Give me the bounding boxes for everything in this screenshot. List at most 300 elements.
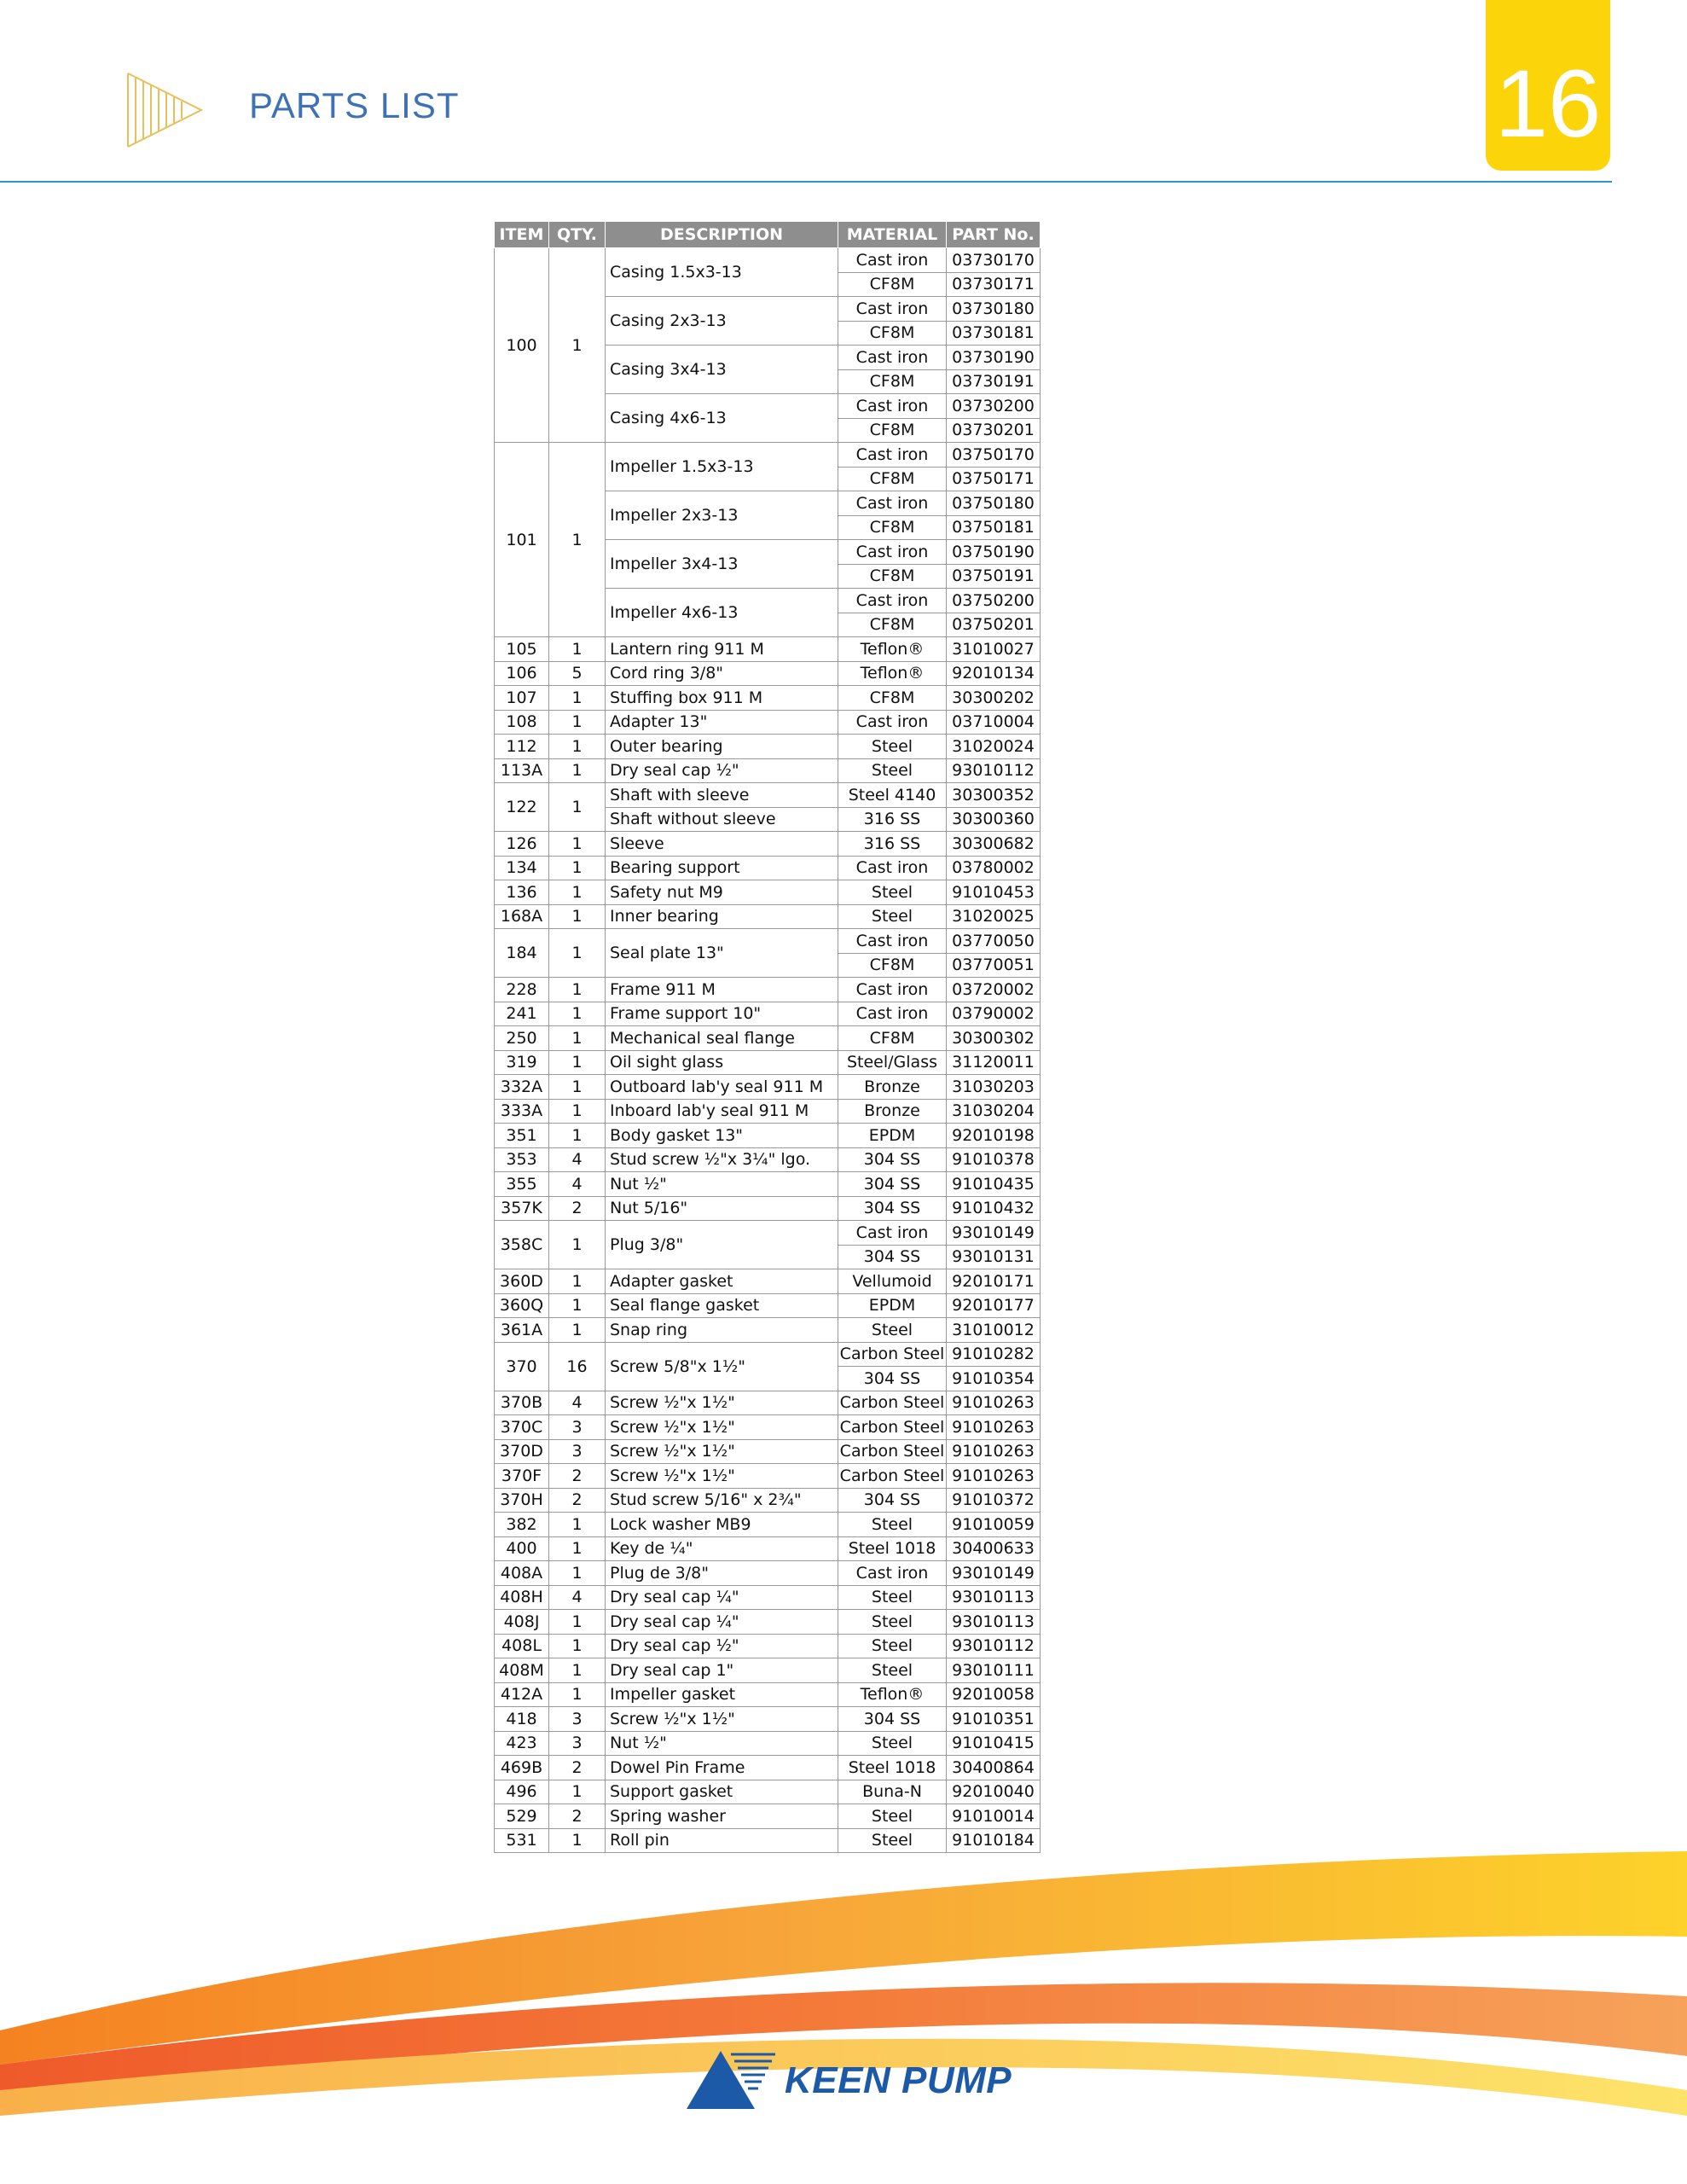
table-row <box>495 929 1041 954</box>
part-number-cell: 91010354 <box>947 1367 1041 1391</box>
qty-cell: 1 <box>549 1828 606 1853</box>
material-cell: Steel 1018 <box>838 1756 947 1780</box>
description-cell: Adapter gasket <box>606 1269 838 1294</box>
table-row <box>495 248 1041 273</box>
table-row <box>495 1464 1041 1489</box>
item-cell: 370B <box>495 1391 549 1415</box>
material-cell: Vellumoid <box>838 1269 947 1294</box>
material-cell: Cast iron <box>838 491 947 516</box>
material-cell: Cast iron <box>838 1221 947 1246</box>
part-number-cell: 93010113 <box>947 1610 1041 1635</box>
part-number-cell: 92010198 <box>947 1124 1041 1148</box>
description-cell: Shaft with sleeve <box>606 783 838 808</box>
material-cell: CF8M <box>838 369 947 394</box>
description-cell: Impeller gasket <box>606 1682 838 1707</box>
description-cell: Frame support 10" <box>606 1002 838 1026</box>
material-cell: Cast iron <box>838 929 947 954</box>
material-cell: CF8M <box>838 321 947 346</box>
material-cell: 316 SS <box>838 832 947 857</box>
table-row <box>495 1269 1041 1294</box>
material-cell: EPDM <box>838 1124 947 1148</box>
description-cell: Stud screw ½"x 3¼" lgo. <box>606 1147 838 1172</box>
description-cell: Screw ½"x 1½" <box>606 1707 838 1732</box>
part-number-cell: 30300302 <box>947 1026 1041 1051</box>
item-cell: 113A <box>495 758 549 783</box>
qty-cell: 1 <box>549 1026 606 1051</box>
qty-cell: 4 <box>549 1391 606 1415</box>
material-cell: Steel <box>838 1610 947 1635</box>
item-cell: 408H <box>495 1585 549 1610</box>
qty-cell: 1 <box>549 758 606 783</box>
table-row <box>495 1780 1041 1804</box>
table-row <box>495 880 1041 905</box>
part-number-cell: 31120011 <box>947 1050 1041 1075</box>
column-header: DESCRIPTION <box>606 222 838 248</box>
qty-cell: 1 <box>549 1221 606 1269</box>
part-number-cell: 92010177 <box>947 1293 1041 1318</box>
part-number-cell: 30300682 <box>947 832 1041 857</box>
part-number-cell: 03770051 <box>947 953 1041 978</box>
description-cell: Inboard lab'y seal 911 M <box>606 1099 838 1124</box>
part-number-cell: 03730191 <box>947 369 1041 394</box>
description-cell: Stud screw 5/16" x 2¾" <box>606 1488 838 1513</box>
item-cell: 136 <box>495 880 549 905</box>
description-cell: Impeller 3x4-13 <box>606 540 838 589</box>
material-cell: Cast iron <box>838 394 947 419</box>
qty-cell: 1 <box>549 1536 606 1561</box>
qty-cell: 1 <box>549 1513 606 1537</box>
item-cell: 529 <box>495 1804 549 1829</box>
material-cell: Cast iron <box>838 589 947 613</box>
item-cell: 250 <box>495 1026 549 1051</box>
qty-cell: 2 <box>549 1488 606 1513</box>
description-cell: Dry seal cap 1" <box>606 1658 838 1683</box>
qty-cell: 4 <box>549 1147 606 1172</box>
material-cell: 304 SS <box>838 1196 947 1221</box>
qty-cell: 1 <box>549 783 606 832</box>
item-cell: 332A <box>495 1075 549 1100</box>
part-number-cell: 91010263 <box>947 1464 1041 1489</box>
material-cell: 304 SS <box>838 1147 947 1172</box>
qty-cell: 1 <box>549 1682 606 1707</box>
item-cell: 105 <box>495 637 549 662</box>
part-number-cell: 03730190 <box>947 346 1041 370</box>
item-cell: 370D <box>495 1439 549 1464</box>
part-number-cell: 30400864 <box>947 1756 1041 1780</box>
material-cell: Cast iron <box>838 346 947 370</box>
part-number-cell: 31030204 <box>947 1099 1041 1124</box>
material-cell: Steel/Glass <box>838 1050 947 1075</box>
item-cell: 408J <box>495 1610 549 1635</box>
part-number-cell: 03750180 <box>947 491 1041 516</box>
item-cell: 496 <box>495 1780 549 1804</box>
material-cell: 304 SS <box>838 1172 947 1197</box>
material-cell: Steel <box>838 1513 947 1537</box>
material-cell: 304 SS <box>838 1488 947 1513</box>
table-row <box>495 1756 1041 1780</box>
table-row <box>495 1196 1041 1221</box>
column-header: MATERIAL <box>838 222 947 248</box>
part-number-cell: 91010351 <box>947 1707 1041 1732</box>
description-cell: Shaft without sleeve <box>606 807 838 832</box>
material-cell: Teflon® <box>838 1682 947 1707</box>
material-cell: Carbon Steel <box>838 1464 947 1489</box>
item-cell: 370C <box>495 1415 549 1440</box>
description-cell: Dry seal cap ½" <box>606 758 838 783</box>
part-number-cell: 03730201 <box>947 418 1041 443</box>
table-row <box>495 1075 1041 1100</box>
qty-cell: 1 <box>549 1318 606 1343</box>
item-cell: 370 <box>495 1342 549 1391</box>
material-cell: Cast iron <box>838 1002 947 1026</box>
item-cell: 357K <box>495 1196 549 1221</box>
qty-cell: 1 <box>549 856 606 880</box>
part-number-cell: 91010184 <box>947 1828 1041 1853</box>
part-number-cell: 91010372 <box>947 1488 1041 1513</box>
part-number-cell: 03750170 <box>947 443 1041 468</box>
part-number-cell: 03780002 <box>947 856 1041 880</box>
description-cell: Lock washer MB9 <box>606 1513 838 1537</box>
table-row <box>495 904 1041 929</box>
item-cell: 333A <box>495 1099 549 1124</box>
part-number-cell: 30300352 <box>947 783 1041 808</box>
column-header: PART No. <box>947 222 1041 248</box>
table-row <box>495 856 1041 880</box>
qty-cell: 2 <box>549 1804 606 1829</box>
qty-cell: 2 <box>549 1756 606 1780</box>
part-number-cell: 31020025 <box>947 904 1041 929</box>
material-cell: Cast iron <box>838 856 947 880</box>
triangle-stripes-icon <box>126 72 203 148</box>
item-cell: 360D <box>495 1269 549 1294</box>
table-row <box>495 1658 1041 1683</box>
table-row <box>495 1561 1041 1586</box>
table-row <box>495 1147 1041 1172</box>
material-cell: 304 SS <box>838 1245 947 1269</box>
description-cell: Key de ¼" <box>606 1536 838 1561</box>
material-cell: Steel <box>838 1634 947 1658</box>
table-row <box>495 1488 1041 1513</box>
material-cell: Steel 4140 <box>838 783 947 808</box>
part-number-cell: 91010415 <box>947 1731 1041 1756</box>
part-number-cell: 91010378 <box>947 1147 1041 1172</box>
material-cell: CF8M <box>838 418 947 443</box>
material-cell: Teflon® <box>838 661 947 686</box>
table-row <box>495 661 1041 686</box>
table-row <box>495 1513 1041 1537</box>
table-row <box>495 1318 1041 1343</box>
material-cell: Carbon Steel <box>838 1391 947 1415</box>
qty-cell: 1 <box>549 1269 606 1294</box>
description-cell: Snap ring <box>606 1318 838 1343</box>
part-number-cell: 03730170 <box>947 248 1041 273</box>
item-cell: 400 <box>495 1536 549 1561</box>
part-number-cell: 92010058 <box>947 1682 1041 1707</box>
part-number-cell: 03750200 <box>947 589 1041 613</box>
keen-pump-triangle-icon <box>687 2049 779 2111</box>
description-cell: Stuffing box 911 M <box>606 686 838 711</box>
item-cell: 122 <box>495 783 549 832</box>
description-cell: Casing 2x3-13 <box>606 297 838 346</box>
description-cell: Screw ½"x 1½" <box>606 1391 838 1415</box>
item-cell: 134 <box>495 856 549 880</box>
description-cell: Dry seal cap ¼" <box>606 1610 838 1635</box>
material-cell: Steel <box>838 1828 947 1853</box>
material-cell: Steel <box>838 735 947 759</box>
material-cell: Cast iron <box>838 540 947 565</box>
table-row <box>495 443 1041 468</box>
description-cell: Dowel Pin Frame <box>606 1756 838 1780</box>
description-cell: Casing 4x6-13 <box>606 394 838 443</box>
qty-cell: 3 <box>549 1707 606 1732</box>
qty-cell: 1 <box>549 1658 606 1683</box>
table-row <box>495 1026 1041 1051</box>
qty-cell: 1 <box>549 735 606 759</box>
item-cell: 382 <box>495 1513 549 1537</box>
description-cell: Seal plate 13" <box>606 929 838 978</box>
table-row <box>495 1634 1041 1658</box>
qty-cell: 3 <box>549 1415 606 1440</box>
table-row <box>495 1099 1041 1124</box>
qty-cell: 5 <box>549 661 606 686</box>
description-cell: Casing 3x4-13 <box>606 346 838 394</box>
description-cell: Inner bearing <box>606 904 838 929</box>
item-cell: 361A <box>495 1318 549 1343</box>
qty-cell: 4 <box>549 1585 606 1610</box>
part-number-cell: 91010059 <box>947 1513 1041 1537</box>
part-number-cell: 92010134 <box>947 661 1041 686</box>
description-cell: Impeller 4x6-13 <box>606 589 838 637</box>
description-cell: Nut ½" <box>606 1172 838 1197</box>
qty-cell: 4 <box>549 1172 606 1197</box>
item-cell: 423 <box>495 1731 549 1756</box>
table-row <box>495 1707 1041 1732</box>
material-cell: Cast iron <box>838 710 947 735</box>
table-row <box>495 1172 1041 1197</box>
table-row <box>495 710 1041 735</box>
qty-cell: 1 <box>549 1561 606 1586</box>
qty-cell: 1 <box>549 637 606 662</box>
header-divider <box>0 181 1612 183</box>
part-number-cell: 92010040 <box>947 1780 1041 1804</box>
part-number-cell: 31030203 <box>947 1075 1041 1100</box>
qty-cell: 2 <box>549 1196 606 1221</box>
part-number-cell: 93010113 <box>947 1585 1041 1610</box>
material-cell: 304 SS <box>838 1707 947 1732</box>
description-cell: Impeller 1.5x3-13 <box>606 443 838 491</box>
table-row <box>495 1415 1041 1440</box>
material-cell: CF8M <box>838 613 947 637</box>
item-cell: 126 <box>495 832 549 857</box>
part-number-cell: 93010131 <box>947 1245 1041 1269</box>
item-cell: 408L <box>495 1634 549 1658</box>
material-cell: CF8M <box>838 686 947 711</box>
qty-cell: 1 <box>549 710 606 735</box>
material-cell: 316 SS <box>838 807 947 832</box>
qty-cell: 1 <box>549 1610 606 1635</box>
part-number-cell: 03730180 <box>947 297 1041 322</box>
material-cell: Steel <box>838 1731 947 1756</box>
page-number-tab: 16 <box>1486 0 1610 171</box>
material-cell: CF8M <box>838 1026 947 1051</box>
description-cell: Lantern ring 911 M <box>606 637 838 662</box>
item-cell: 106 <box>495 661 549 686</box>
table-row <box>495 1585 1041 1610</box>
table-row <box>495 1391 1041 1415</box>
part-number-cell: 03770050 <box>947 929 1041 954</box>
item-cell: 353 <box>495 1147 549 1172</box>
qty-cell: 1 <box>549 904 606 929</box>
item-cell: 112 <box>495 735 549 759</box>
material-cell: CF8M <box>838 564 947 589</box>
part-number-cell: 93010111 <box>947 1658 1041 1683</box>
description-cell: Screw ½"x 1½" <box>606 1439 838 1464</box>
table-row <box>495 1293 1041 1318</box>
qty-cell: 1 <box>549 1293 606 1318</box>
description-cell: Plug 3/8" <box>606 1221 838 1269</box>
item-cell: 408A <box>495 1561 549 1586</box>
table-row <box>495 637 1041 662</box>
part-number-cell: 03750181 <box>947 515 1041 540</box>
qty-cell: 1 <box>549 929 606 978</box>
table-row <box>495 1002 1041 1026</box>
description-cell: Outboard lab'y seal 911 M <box>606 1075 838 1100</box>
material-cell: Steel <box>838 880 947 905</box>
qty-cell: 1 <box>549 1780 606 1804</box>
item-cell: 241 <box>495 1002 549 1026</box>
qty-cell: 16 <box>549 1342 606 1391</box>
qty-cell: 1 <box>549 443 606 637</box>
column-header: QTY. <box>549 222 606 248</box>
material-cell: CF8M <box>838 467 947 491</box>
part-number-cell: 92010171 <box>947 1269 1041 1294</box>
part-number-cell: 31020024 <box>947 735 1041 759</box>
table-row <box>495 978 1041 1002</box>
part-number-cell: 31010027 <box>947 637 1041 662</box>
material-cell: Steel <box>838 1318 947 1343</box>
qty-cell: 3 <box>549 1439 606 1464</box>
table-row <box>495 686 1041 711</box>
item-cell: 360Q <box>495 1293 549 1318</box>
part-number-cell: 03730181 <box>947 321 1041 346</box>
part-number-cell: 91010435 <box>947 1172 1041 1197</box>
part-number-cell: 91010432 <box>947 1196 1041 1221</box>
part-number-cell: 03750190 <box>947 540 1041 565</box>
material-cell: Steel <box>838 1804 947 1829</box>
part-number-cell: 93010112 <box>947 1634 1041 1658</box>
description-cell: Screw ½"x 1½" <box>606 1415 838 1440</box>
table-row <box>495 1124 1041 1148</box>
description-cell: Nut ½" <box>606 1731 838 1756</box>
item-cell: 355 <box>495 1172 549 1197</box>
brand-name: KEEN PUMP <box>785 2059 1012 2101</box>
material-cell: Bronze <box>838 1075 947 1100</box>
part-number-cell: 03790002 <box>947 1002 1041 1026</box>
description-cell: Bearing support <box>606 856 838 880</box>
description-cell: Impeller 2x3-13 <box>606 491 838 540</box>
part-number-cell: 03730171 <box>947 272 1041 297</box>
item-cell: 358C <box>495 1221 549 1269</box>
parts-table-body <box>495 248 1041 1853</box>
item-cell: 418 <box>495 1707 549 1732</box>
item-cell: 412A <box>495 1682 549 1707</box>
part-number-cell: 93010149 <box>947 1561 1041 1586</box>
qty-cell: 1 <box>549 686 606 711</box>
description-cell: Oil sight glass <box>606 1050 838 1075</box>
material-cell: Cast iron <box>838 248 947 273</box>
qty-cell: 1 <box>549 1634 606 1658</box>
item-cell: 319 <box>495 1050 549 1075</box>
description-cell: Screw ½"x 1½" <box>606 1464 838 1489</box>
qty-cell: 1 <box>549 1002 606 1026</box>
material-cell: Steel <box>838 1585 947 1610</box>
material-cell: Carbon Steel <box>838 1342 947 1367</box>
description-cell: Frame 911 M <box>606 978 838 1002</box>
part-number-cell: 03710004 <box>947 710 1041 735</box>
item-cell: 408M <box>495 1658 549 1683</box>
material-cell: Cast iron <box>838 978 947 1002</box>
part-number-cell: 91010014 <box>947 1804 1041 1829</box>
item-cell: 108 <box>495 710 549 735</box>
description-cell: Spring washer <box>606 1804 838 1829</box>
item-cell: 351 <box>495 1124 549 1148</box>
qty-cell: 1 <box>549 1124 606 1148</box>
description-cell: Body gasket 13" <box>606 1124 838 1148</box>
description-cell: Nut 5/16" <box>606 1196 838 1221</box>
material-cell: Cast iron <box>838 1561 947 1586</box>
material-cell: CF8M <box>838 953 947 978</box>
description-cell: Dry seal cap ¼" <box>606 1585 838 1610</box>
material-cell: Cast iron <box>838 443 947 468</box>
qty-cell: 1 <box>549 880 606 905</box>
table-row <box>495 1804 1041 1829</box>
item-cell: 228 <box>495 978 549 1002</box>
part-number-cell: 91010263 <box>947 1415 1041 1440</box>
description-cell: Sleeve <box>606 832 838 857</box>
part-number-cell: 30300202 <box>947 686 1041 711</box>
part-number-cell: 30400633 <box>947 1536 1041 1561</box>
qty-cell: 1 <box>549 248 606 443</box>
table-row <box>495 1610 1041 1635</box>
description-cell: Mechanical seal flange <box>606 1026 838 1051</box>
material-cell: Carbon Steel <box>838 1415 947 1440</box>
material-cell: Bronze <box>838 1099 947 1124</box>
qty-cell: 3 <box>549 1731 606 1756</box>
material-cell: Carbon Steel <box>838 1439 947 1464</box>
part-number-cell: 30300360 <box>947 807 1041 832</box>
description-cell: Casing 1.5x3-13 <box>606 248 838 297</box>
material-cell: Cast iron <box>838 297 947 322</box>
qty-cell: 1 <box>549 1050 606 1075</box>
description-cell: Roll pin <box>606 1828 838 1853</box>
qty-cell: 1 <box>549 1099 606 1124</box>
table-row <box>495 758 1041 783</box>
material-cell: CF8M <box>838 515 947 540</box>
item-cell: 107 <box>495 686 549 711</box>
material-cell: Teflon® <box>838 637 947 662</box>
qty-cell: 1 <box>549 978 606 1002</box>
part-number-cell: 03750191 <box>947 564 1041 589</box>
table-header-row <box>495 222 1041 248</box>
table-row <box>495 1050 1041 1075</box>
table-row <box>495 1342 1041 1367</box>
material-cell: Steel 1018 <box>838 1536 947 1561</box>
qty-cell: 1 <box>549 832 606 857</box>
description-cell: Plug de 3/8" <box>606 1561 838 1586</box>
material-cell: Steel <box>838 904 947 929</box>
part-number-cell: 91010453 <box>947 880 1041 905</box>
qty-cell: 2 <box>549 1464 606 1489</box>
